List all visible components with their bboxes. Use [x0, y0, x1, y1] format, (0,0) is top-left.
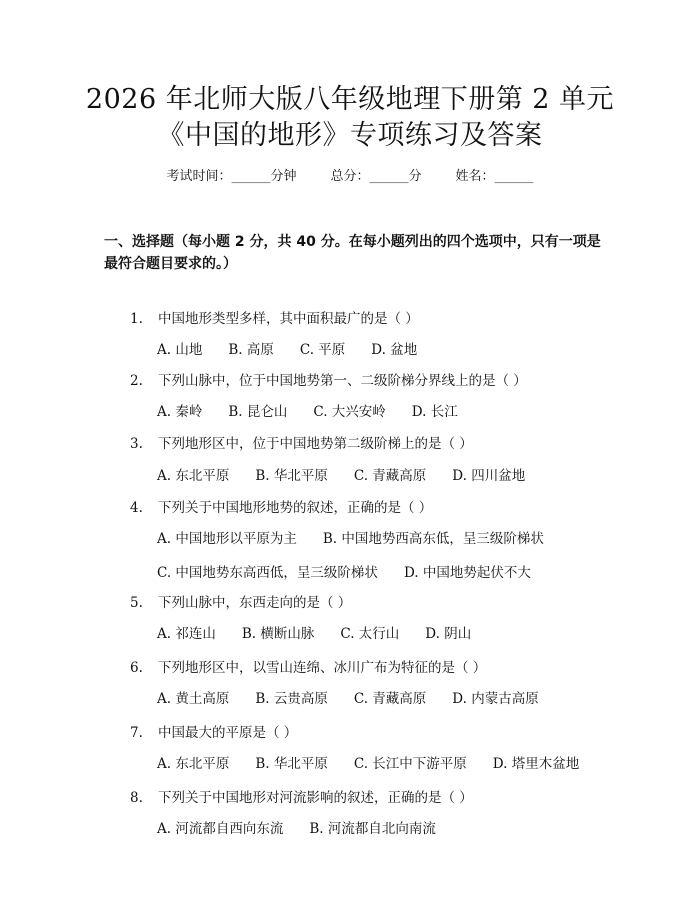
- option-d[interactable]: D. 内蒙古高原: [452, 691, 539, 707]
- exam-time: 考试时间：______分钟: [166, 169, 297, 184]
- option-row: [157, 693, 539, 707]
- option-c[interactable]: C. 大兴安岭: [313, 404, 386, 420]
- option-b[interactable]: B. 云贵高原: [255, 691, 328, 707]
- option-c[interactable]: C. 太行山: [340, 626, 400, 642]
- option-b[interactable]: B. 横断山脉: [241, 626, 315, 642]
- question-2: [130, 375, 527, 389]
- question-number: 4.: [130, 500, 143, 516]
- option-b[interactable]: B. 昆仑山: [228, 404, 288, 420]
- question-7: [130, 727, 297, 741]
- option-c[interactable]: C. 青藏高原: [353, 691, 427, 707]
- option-row: [157, 406, 458, 420]
- option-c[interactable]: C. 平原: [299, 342, 346, 358]
- question-number: 6.: [130, 660, 143, 676]
- option-c[interactable]: C. 青藏高原: [353, 468, 427, 484]
- option-a[interactable]: A. 山地: [157, 342, 203, 358]
- option-a[interactable]: A. 河流都自西向东流: [157, 821, 284, 837]
- option-a[interactable]: A. 东北平原: [157, 756, 230, 772]
- question-4: [130, 502, 432, 516]
- title-line-1: 2026 年北师大版八年级地理下册第 2 单元: [85, 84, 615, 115]
- question-1: [130, 313, 419, 327]
- question-number: 2.: [130, 373, 143, 389]
- question-number: 8.: [130, 790, 143, 806]
- option-b[interactable]: B. 华北平原: [255, 756, 328, 772]
- section-heading: 一、选择题（每小题 2 分，共 40 分。在每小题列出的四个选项中，只有一项是最符合题目要求的。）: [104, 234, 601, 272]
- question-text: 下列地形区中，以雪山连绵、冰川广布为特征的是（ ）: [158, 660, 487, 676]
- question-text: 中国地形类型多样，其中面积最广的是（ ）: [158, 311, 419, 327]
- option-row: [157, 758, 579, 772]
- option-row: [157, 470, 525, 484]
- option-d[interactable]: D. 塔里木盆地: [492, 756, 580, 772]
- question-3: [130, 438, 473, 452]
- question-number: 1.: [130, 311, 143, 327]
- option-b[interactable]: B. 中国地势西高东低，呈三级阶梯状: [322, 531, 544, 547]
- option-row: [157, 628, 471, 642]
- option-a[interactable]: A. 东北平原: [157, 468, 230, 484]
- option-d[interactable]: D. 长江: [411, 404, 458, 420]
- title-line-2: 《中国的地形》专项练习及答案: [157, 120, 543, 151]
- question-5: [130, 597, 351, 611]
- question-text: 下列关于中国地形地势的叙述，正确的是（ ）: [158, 500, 433, 516]
- option-a[interactable]: A. 中国地形以平原为主: [157, 531, 297, 547]
- option-a[interactable]: A. 祁连山: [157, 626, 216, 642]
- question-6: [130, 662, 486, 676]
- option-d[interactable]: D. 阴山: [425, 626, 472, 642]
- option-row: [157, 567, 531, 581]
- exam-score: 总分：______分: [330, 169, 422, 184]
- option-d[interactable]: D. 中国地势起伏不大: [403, 565, 531, 581]
- question-text: 下列关于中国地形对河流影响的叙述，正确的是（ ）: [158, 790, 473, 806]
- option-a[interactable]: A. 黄土高原: [157, 691, 230, 707]
- option-c[interactable]: C. 长江中下游平原: [353, 756, 467, 772]
- option-b[interactable]: B. 华北平原: [255, 468, 328, 484]
- option-b[interactable]: B. 河流都自北向南流: [309, 821, 436, 837]
- question-8: [130, 792, 473, 806]
- option-a[interactable]: A. 秦岭: [157, 404, 203, 420]
- question-text: 中国最大的平原是（ ）: [158, 725, 298, 741]
- option-d[interactable]: D. 四川盆地: [452, 468, 526, 484]
- option-row: [157, 823, 436, 837]
- option-row: [157, 344, 417, 358]
- question-text: 下列地形区中，位于中国地势第二级阶梯上的是（ ）: [158, 436, 473, 452]
- option-c[interactable]: C. 中国地势东高西低，呈三级阶梯状: [157, 565, 378, 581]
- question-text: 下列山脉中，东西走向的是（ ）: [158, 595, 352, 611]
- option-d[interactable]: D. 盆地: [371, 342, 418, 358]
- exam-meta: [0, 170, 700, 183]
- option-b[interactable]: B. 高原: [228, 342, 274, 358]
- question-number: 3.: [130, 436, 143, 452]
- question-number: 5.: [130, 595, 143, 611]
- exam-name: 姓名：______: [455, 169, 534, 184]
- option-row: [157, 533, 544, 547]
- question-text: 下列山脉中，位于中国地势第一、二级阶梯分界线上的是（ ）: [158, 373, 527, 389]
- question-number: 7.: [130, 725, 143, 741]
